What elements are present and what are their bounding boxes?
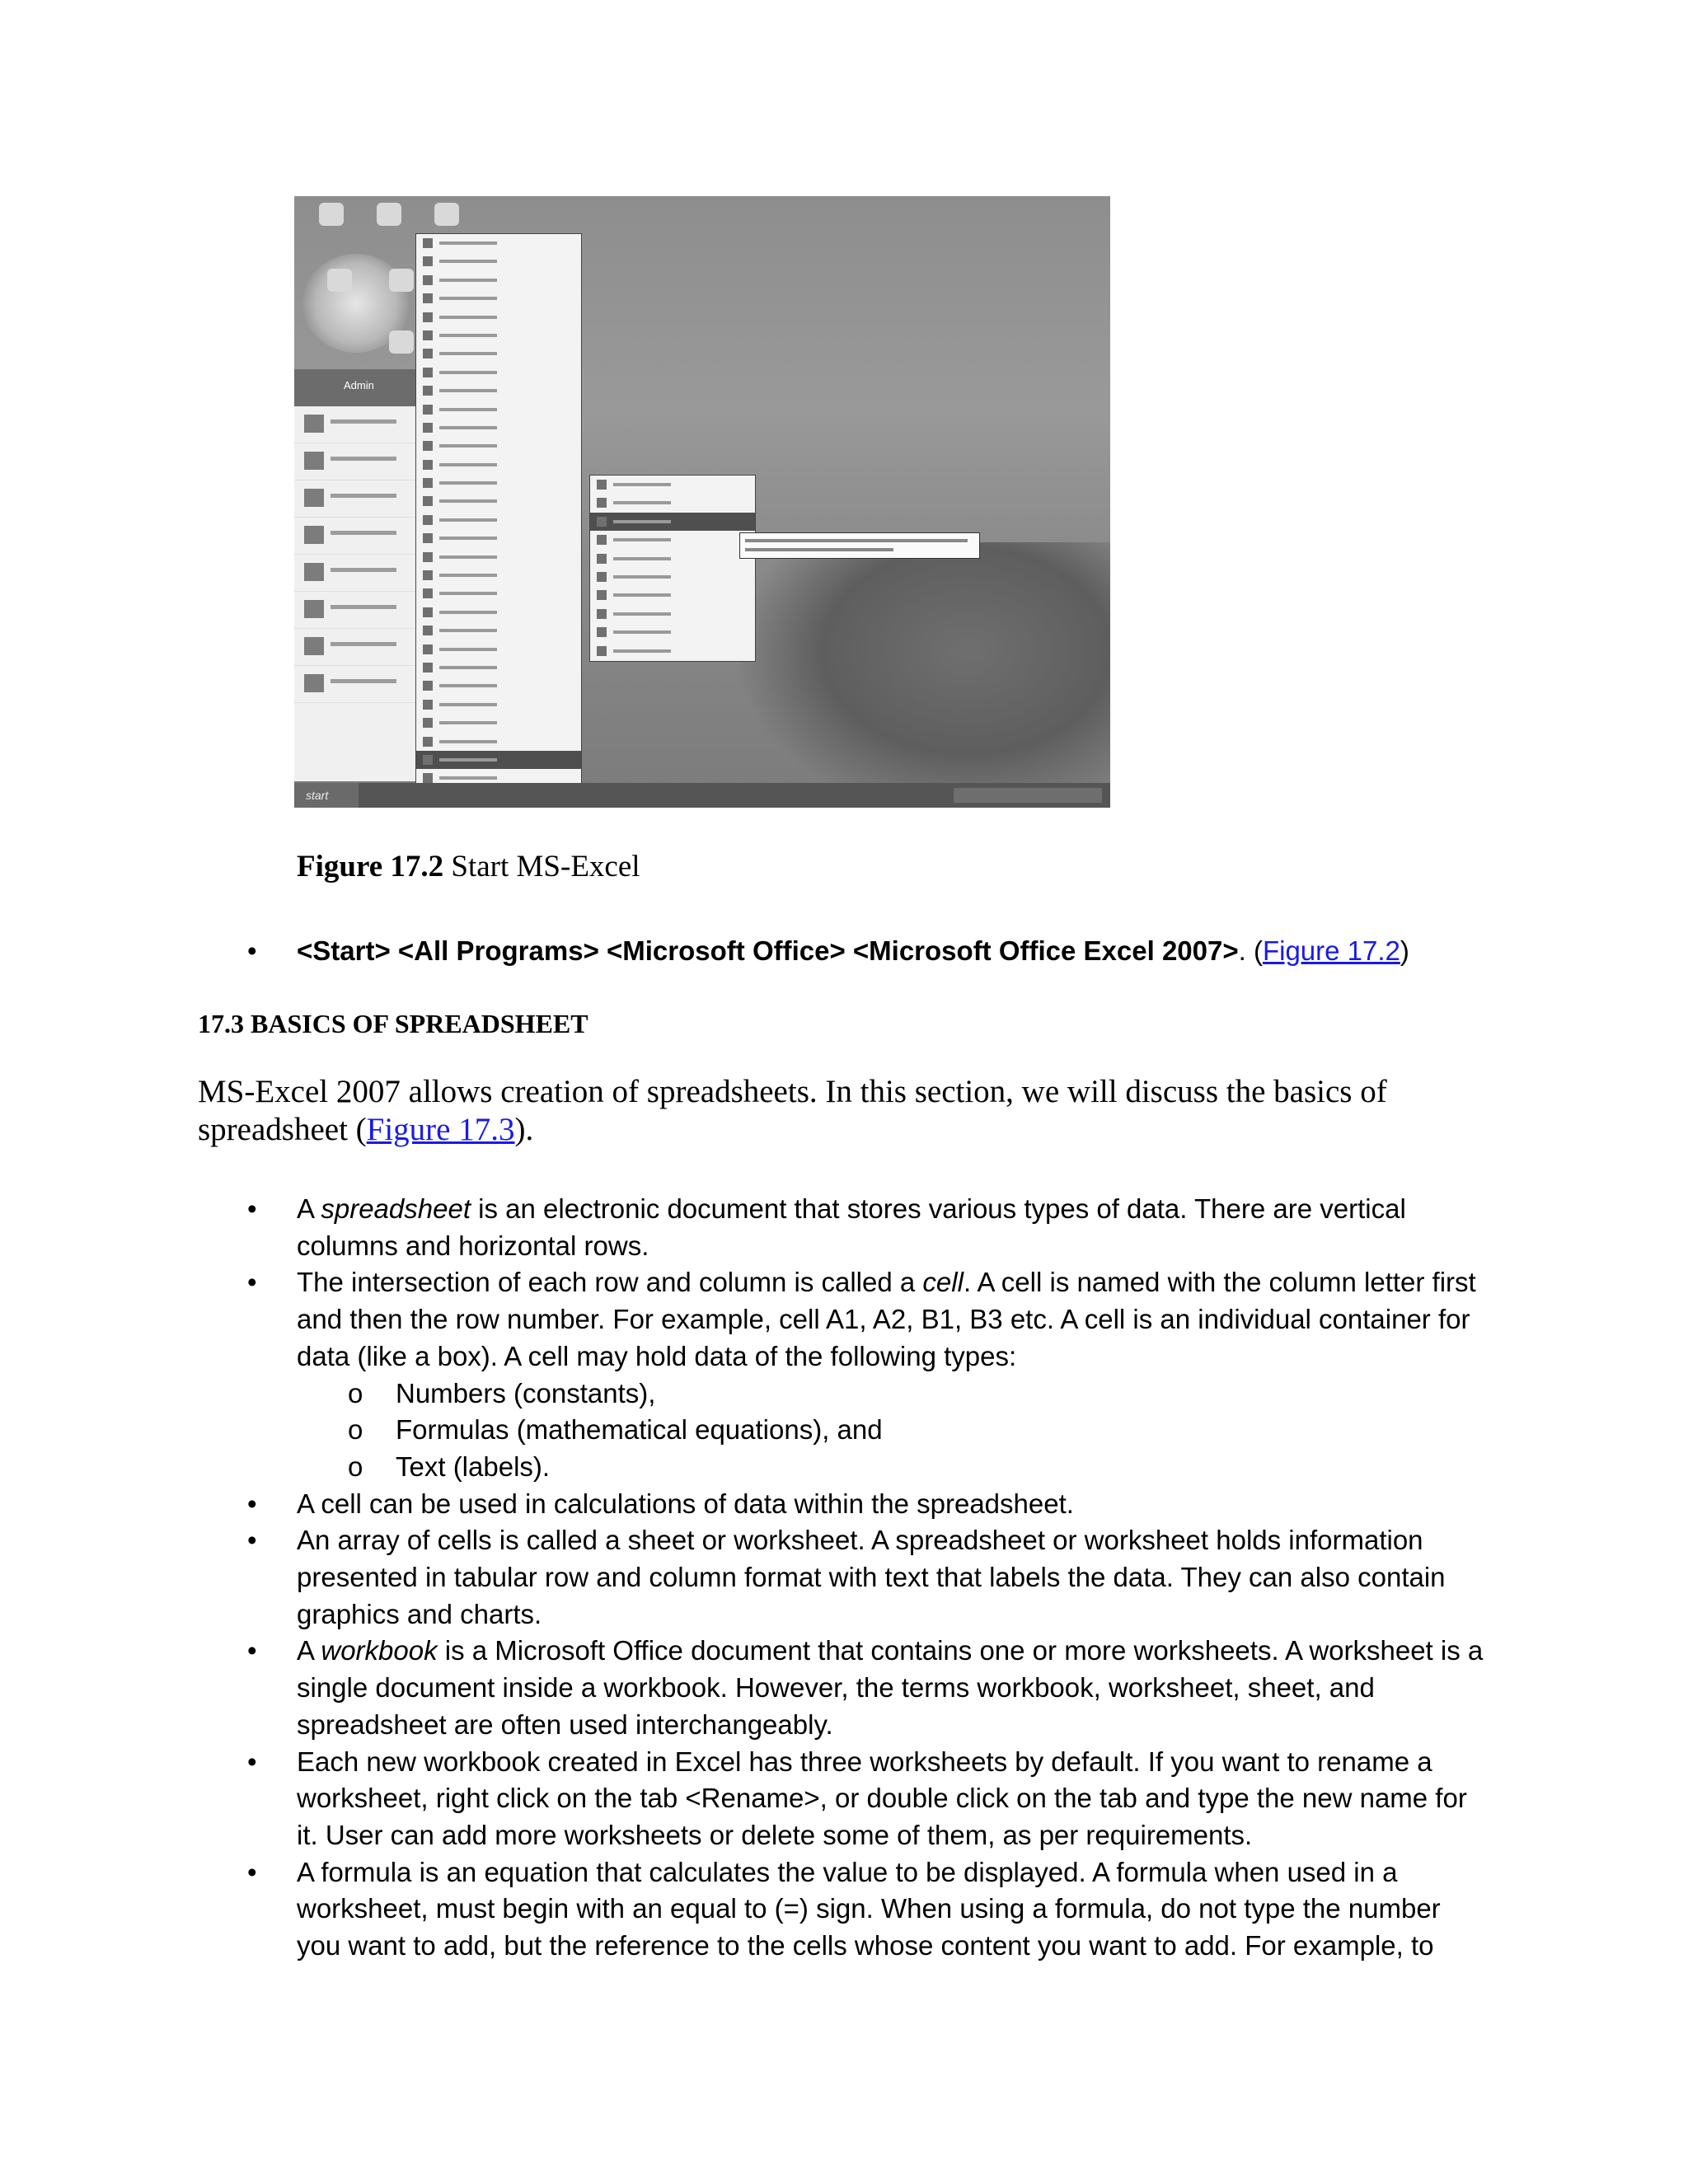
menu-item <box>416 548 581 566</box>
term-cell: cell <box>922 1267 964 1298</box>
start-menu-pinned-item <box>294 406 418 443</box>
desktop-icon <box>434 203 459 226</box>
bullet-text <box>297 933 1484 970</box>
start-menu-recent-item <box>294 555 418 592</box>
menu-item <box>416 401 581 419</box>
figure-17-2-link[interactable]: Figure 17.2 <box>1262 935 1400 966</box>
intro-text: MS-Excel 2007 allows creation of spreadsheets. In this section, we will discuss the basics of spreadsheet ( <box>198 1074 1387 1147</box>
list-item-cell <box>247 1264 1484 1485</box>
desktop-icon <box>389 269 414 292</box>
list-item-worksheet: • An array of cells is called a sheet or worksheet. A spreadsheet or worksheet holds information presented in tabular row and column format with text that labels the data. They can also contain graphics and charts. <box>247 1522 1484 1633</box>
menu-item <box>416 492 581 510</box>
path-close: ) <box>1400 935 1409 966</box>
cell-types-list <box>297 1376 1484 1486</box>
list-item-workbook <box>247 1633 1484 1743</box>
figure-17-3-link[interactable]: Figure 17.3 <box>366 1112 515 1147</box>
sub-list-item: o Numbers (constants), <box>297 1376 1484 1413</box>
path-suffix: . ( <box>1238 935 1263 966</box>
menu-item <box>416 733 581 751</box>
list-item-formula: • A formula is an equation that calculates the value to be displayed. A formula when used in a worksheet, must begin with an equal to (=) sign. When using a formula, do not type the number you want to add, but the reference to the cells whose content you want to add. For example, to <box>247 1854 1484 1965</box>
submenu-item <box>590 494 755 512</box>
excel-tooltip <box>739 532 980 559</box>
submenu-item <box>590 550 755 568</box>
figure-start-menu-screenshot <box>294 196 1110 808</box>
menu-item <box>416 584 581 602</box>
term-spreadsheet: spreadsheet <box>321 1193 471 1224</box>
list-text: The intersection of each row and column is called a <box>297 1267 923 1298</box>
start-menu-recent-item <box>294 480 418 518</box>
start-button: start <box>294 783 359 808</box>
list-text: is a Microsoft Office document that contains one or more worksheets. A worksheet is a single document inside a workbook. However, the terms workbook, worksheet, sheet, and spreadsheet are often used interchangeably. <box>297 1635 1484 1740</box>
list-item-calculations: • A cell can be used in calculations of data within the spreadsheet. <box>247 1486 1484 1523</box>
submenu-item <box>590 531 755 549</box>
list-text: A <box>297 1193 321 1224</box>
sub-list-item: o Text (labels). <box>297 1449 1484 1486</box>
desktop-wallpaper-mountain <box>739 542 1110 808</box>
start-menu-recent-item <box>294 629 418 666</box>
start-menu-recent-item <box>294 666 418 703</box>
start-menu-user: Admin <box>294 369 418 406</box>
menu-item <box>416 234 581 252</box>
menu-item <box>416 363 581 382</box>
menu-item <box>416 308 581 326</box>
menu-item <box>416 456 581 474</box>
submenu-item <box>590 476 755 494</box>
menu-item <box>416 474 581 492</box>
figure-caption <box>297 849 640 884</box>
microsoft-office-submenu <box>589 475 756 662</box>
start-menu-recent-item <box>294 592 418 629</box>
submenu-item-excel-selected <box>590 513 755 531</box>
menu-item <box>416 252 581 270</box>
figure-caption-text: Start MS-Excel <box>451 850 640 883</box>
section-heading: 17.3 BASICS OF SPREADSHEET <box>198 1009 588 1038</box>
list-item-spreadsheet <box>247 1191 1484 1264</box>
menu-item <box>416 326 581 344</box>
intro-paragraph <box>198 1073 1484 1149</box>
start-menu-left-pane <box>294 369 418 781</box>
menu-item <box>416 271 581 289</box>
desktop-icon <box>377 203 401 226</box>
desktop-icon <box>319 203 344 226</box>
list-text: . A cell is named with the column letter first and then the row number. For example, cell A1, A2, B1, B3 etc. A cell is an individual container for data (like a box). A cell may hold data of the following types: <box>297 1267 1476 1371</box>
figure-caption-label: Figure 17.2 <box>297 850 444 883</box>
menu-item <box>416 677 581 695</box>
menu-item <box>416 658 581 677</box>
sub-list-item: o Formulas (mathematical equations), and <box>297 1412 1484 1449</box>
bullet-glyph: • <box>247 935 257 966</box>
menu-item <box>416 714 581 732</box>
desktop-icon <box>389 330 414 354</box>
menu-item <box>416 344 581 363</box>
start-menu-pinned-item <box>294 443 418 480</box>
system-tray <box>954 788 1102 803</box>
submenu-item <box>590 586 755 604</box>
desktop-icon <box>327 269 352 292</box>
list-text: is an electronic document that stores various types of data. There are vertical columns and horizontal rows. <box>297 1193 1406 1261</box>
menu-item <box>416 621 581 640</box>
menu-item-microsoft-office-selected <box>416 751 581 769</box>
list-text: A <box>297 1635 321 1666</box>
intro-text-end: ). <box>514 1112 534 1147</box>
menu-item <box>416 696 581 714</box>
basics-list <box>247 1191 1484 1965</box>
term-workbook: workbook <box>321 1635 438 1666</box>
menu-item <box>416 640 581 658</box>
submenu-item <box>590 642 755 660</box>
list-item-rename-worksheet: • Each new workbook created in Excel has three worksheets by default. If you want to rename a worksheet, right click on the tab <Rename>, or double click on the tab and type the new name for it. User can add more worksheets or delete some of them, as per requirements. <box>247 1744 1484 1854</box>
menu-item <box>416 511 581 529</box>
menu-item <box>416 289 581 307</box>
taskbar <box>294 783 1110 808</box>
submenu-item <box>590 605 755 623</box>
submenu-item <box>590 568 755 586</box>
submenu-item <box>590 623 755 641</box>
menu-path: <Start> <All Programs> <Microsoft Office> <Microsoft Office Excel 2007> <box>297 935 1239 966</box>
menu-item <box>416 603 581 621</box>
menu-item <box>416 566 581 584</box>
menu-item <box>416 437 581 455</box>
menu-item <box>416 382 581 400</box>
menu-item <box>416 419 581 437</box>
all-programs-menu <box>415 233 582 808</box>
start-menu-recent-item <box>294 518 418 555</box>
menu-item <box>416 529 581 547</box>
